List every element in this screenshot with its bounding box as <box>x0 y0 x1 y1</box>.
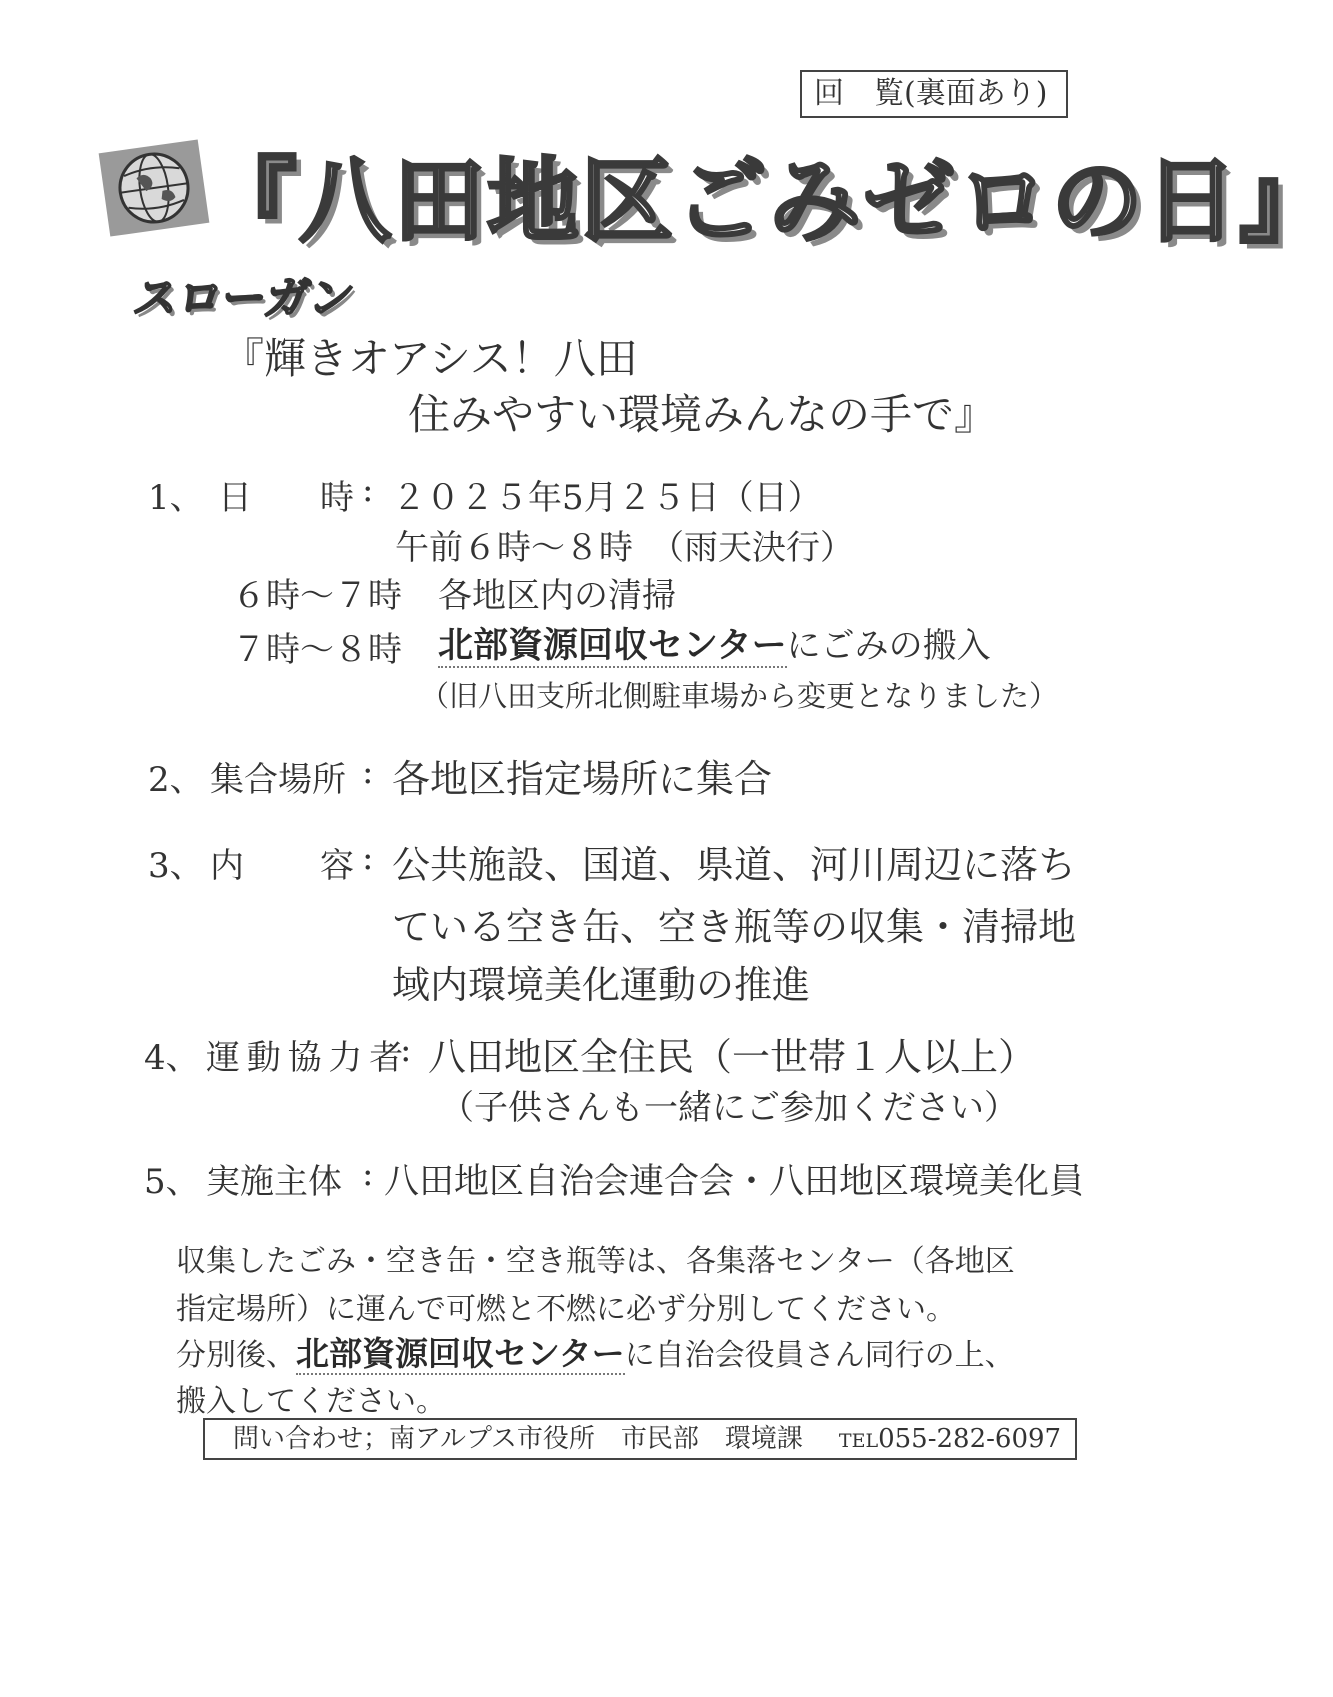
event-date: ２０２５年5月２５日（日） <box>392 478 822 518</box>
content-line-1: 公共施設、国道、県道、河川周辺に落ち <box>392 843 1077 887</box>
event-time: 午前６時～８時 （雨天決行） <box>395 528 854 568</box>
instructions-line-2: 指定場所）に運んで可燃と不燃に必ず分別してください。 <box>176 1292 956 1327</box>
cooperators-note: （子供さんも一緒にご参加ください） <box>440 1088 1018 1128</box>
venue-change-note: （旧八田支所北側駐車場から変更となりました） <box>420 679 1059 713</box>
contact-label: 問い合わせ；南アルプス市役所 市民部 環境課 <box>233 1424 803 1454</box>
slogan-line-1: 『輝きオアシス！八田 <box>222 334 638 383</box>
slogan-label: スローガン <box>129 273 358 324</box>
page-title: 『八田地区ごみゼロの日』 <box>205 148 1333 255</box>
schedule-line-2 <box>438 618 991 668</box>
section-2-label: 集合場所 <box>210 760 346 800</box>
contact-phone: 055-282-6097 <box>878 1424 1062 1454</box>
section-2-colon: : <box>362 752 374 792</box>
circulation-note: 回 覧(裏面あり) <box>800 70 1068 118</box>
instructions-line-3-prefix: 分別後、 <box>176 1338 296 1373</box>
section-4-label: 運 動 協 力 者 <box>206 1038 402 1078</box>
section-5-label: 実施主体 <box>206 1162 342 1202</box>
section-4-number: 4、 <box>144 1038 200 1078</box>
section-3-number: 3、 <box>148 846 204 886</box>
globe-icon <box>99 139 210 236</box>
section-1-label-b: 時 <box>320 478 354 518</box>
section-5-number: 5、 <box>144 1162 200 1202</box>
content-line-3: 域内環境美化運動の推進 <box>392 963 811 1007</box>
section-3-label-b: 容 <box>320 846 354 886</box>
contact-box <box>203 1418 1077 1460</box>
instructions-line-3-suffix: に自治会役員さん同行の上、 <box>624 1338 1015 1373</box>
section-5-colon: : <box>362 1154 374 1194</box>
instructions-line-1: 収集したごみ・空き缶・空き瓶等は、各集落センター（各地区 <box>176 1244 1015 1279</box>
section-4-colon: : <box>400 1030 412 1070</box>
organizer-value: 八田地区自治会連合会・八田地区環境美化員 <box>384 1162 1085 1202</box>
schedule-text-2: にごみの搬入 <box>786 626 991 666</box>
section-1-colon: : <box>362 470 374 510</box>
instructions-line-3 <box>176 1328 1015 1375</box>
slogan-line-2: 住みやすい環境みんなの手で』 <box>408 390 997 439</box>
meeting-place-value: 各地区指定場所に集合 <box>392 757 773 801</box>
content-line-2: ている空き缶、空き瓶等の収集・清掃地 <box>392 905 1077 949</box>
cooperators-value: 八田地区全住民（一世帯１人以上） <box>428 1035 1037 1079</box>
schedule-time-1: ６時～７時 <box>232 576 402 616</box>
section-2-number: 2、 <box>148 760 204 800</box>
section-1-number: 1、 <box>148 478 204 518</box>
schedule-text-1: 各地区内の清掃 <box>438 576 676 616</box>
collection-center-highlight: 北部資源回収センター <box>438 626 787 666</box>
section-1-label-a: 日 <box>218 478 252 518</box>
instructions-line-4: 搬入してください。 <box>176 1384 446 1419</box>
section-3-label-a: 内 <box>210 846 244 886</box>
section-3-colon: : <box>362 838 374 878</box>
tel-label: TEL <box>838 1430 879 1452</box>
schedule-time-2: ７時～８時 <box>232 630 402 670</box>
instructions-center-highlight: 北部資源回収センター <box>296 1334 625 1373</box>
